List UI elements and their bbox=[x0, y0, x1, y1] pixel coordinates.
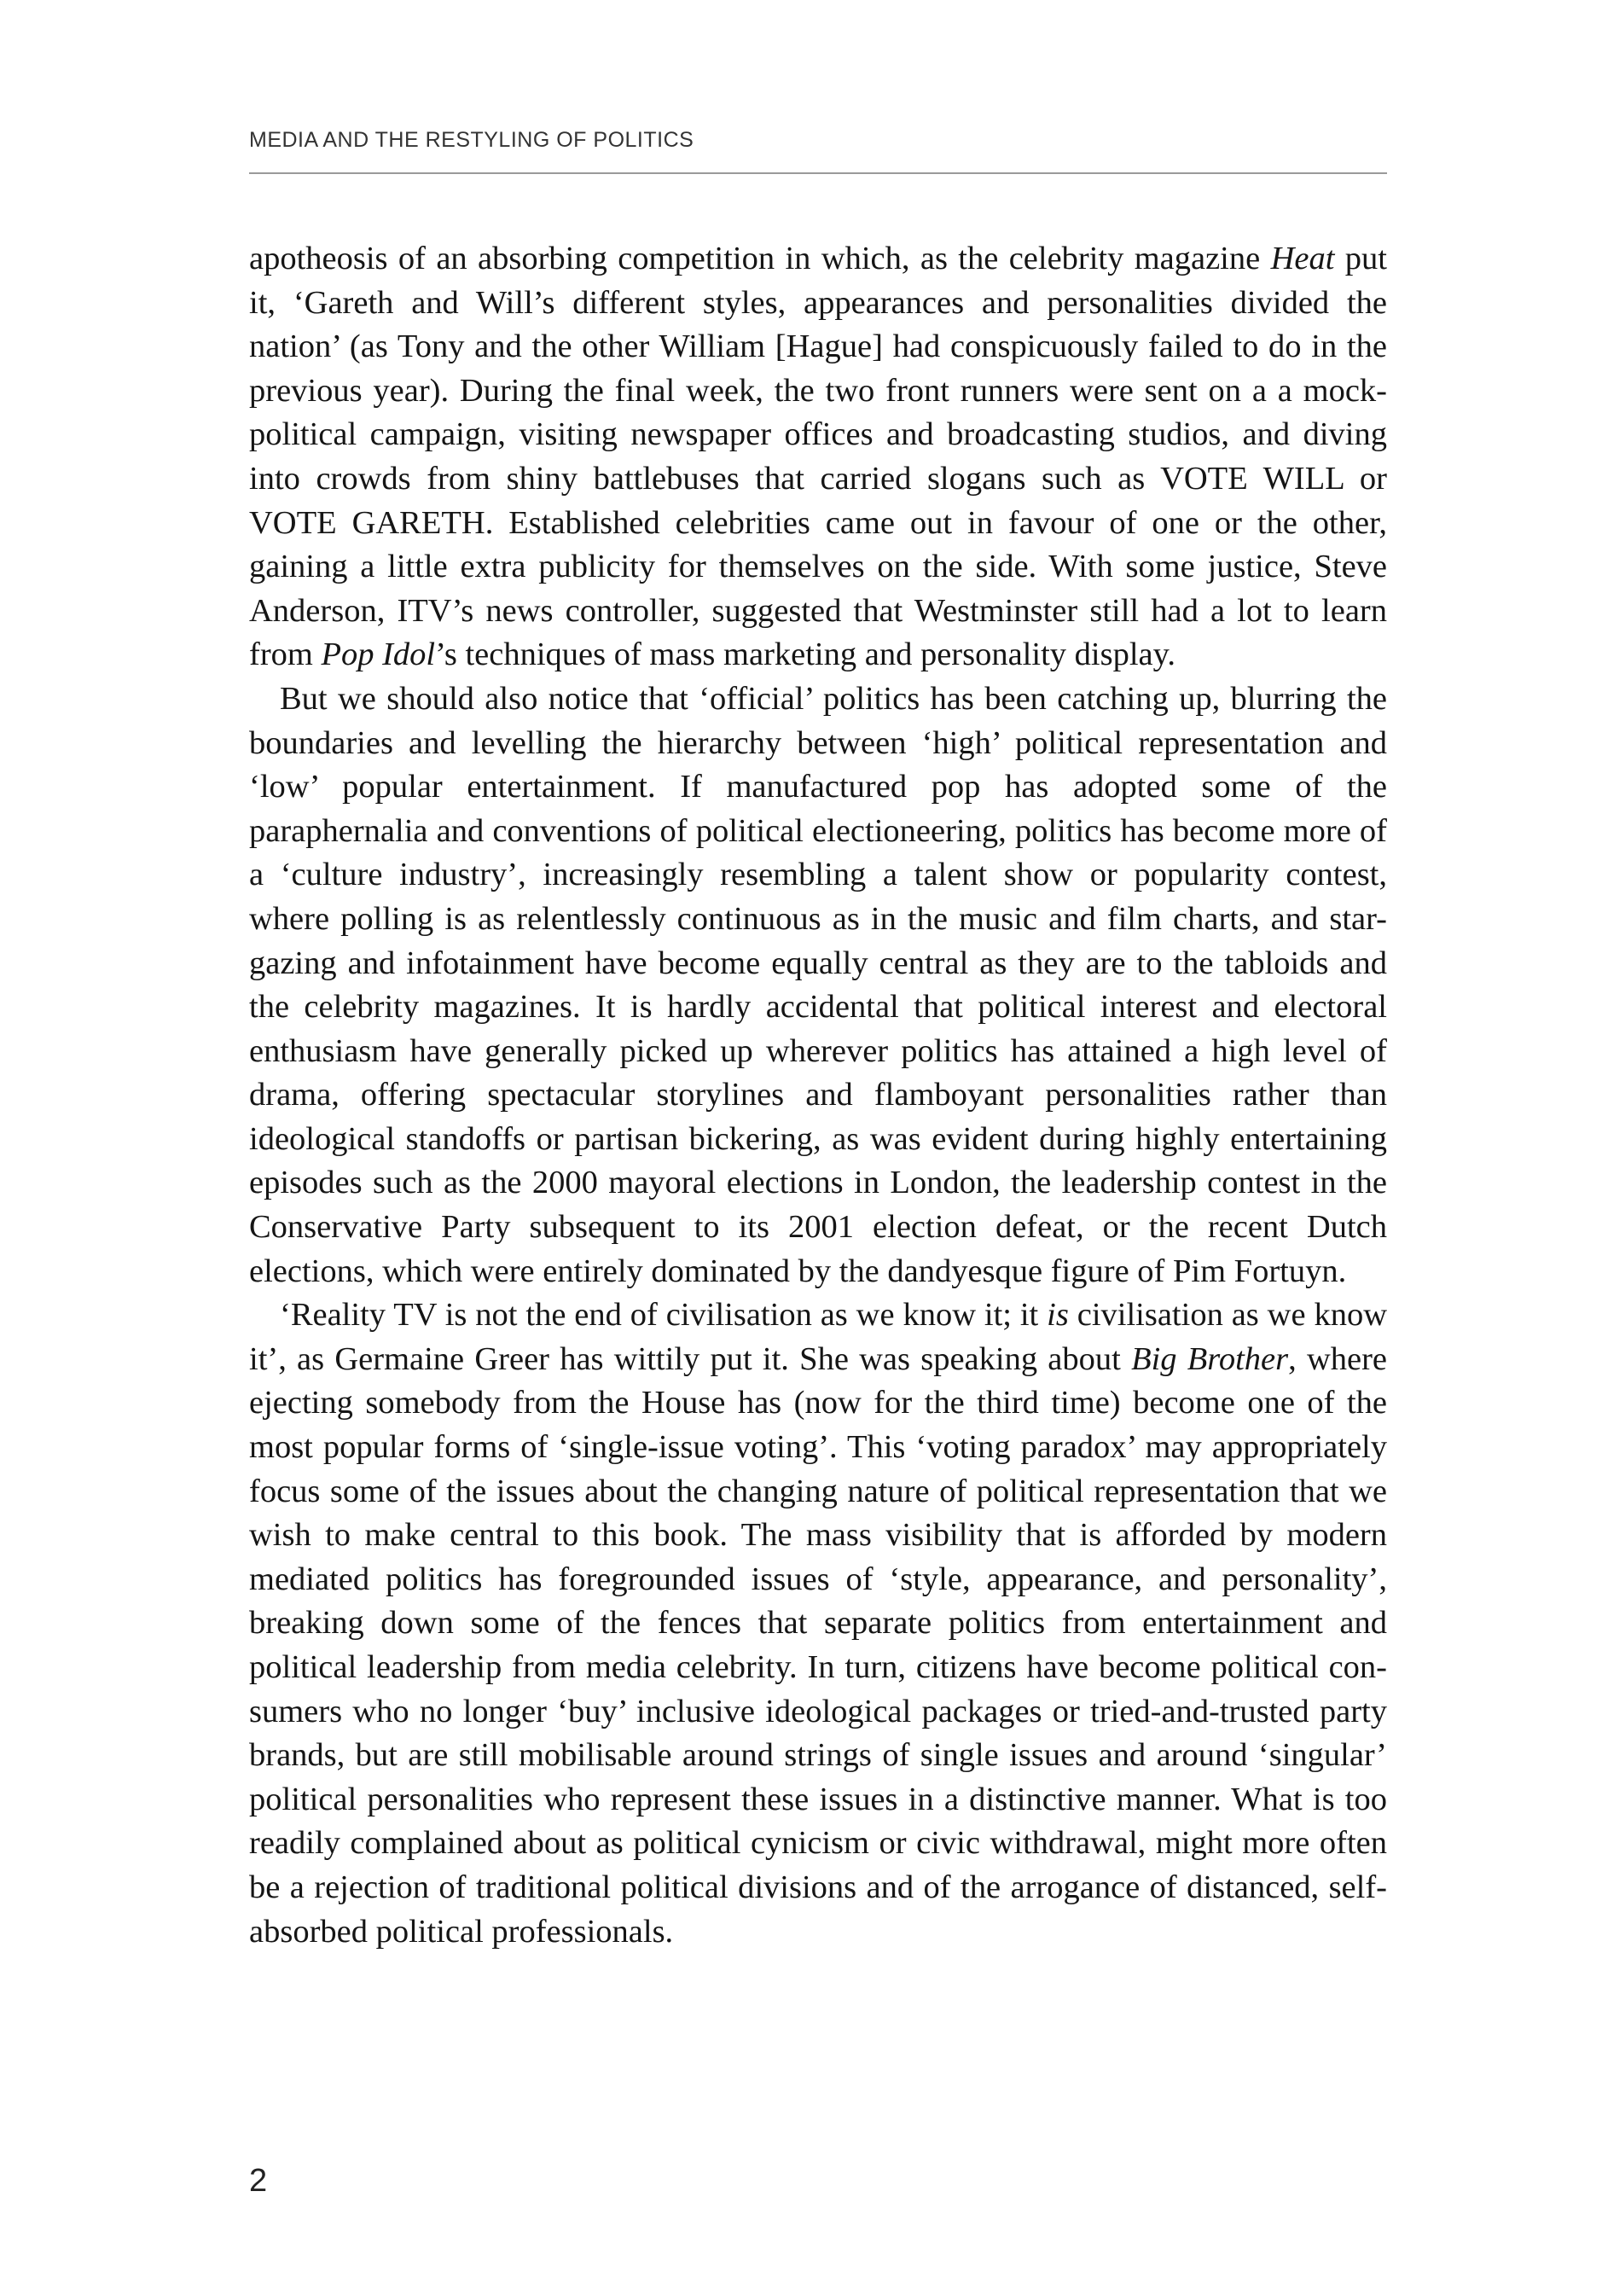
italic-run: is bbox=[1047, 1297, 1069, 1334]
body-text bbox=[249, 237, 1387, 1954]
paragraph-1 bbox=[249, 237, 1387, 677]
header-rule bbox=[249, 172, 1387, 174]
page-number: 2 bbox=[249, 2163, 268, 2199]
italic-run: Big Brother bbox=[1131, 1340, 1289, 1377]
paragraph-3 bbox=[249, 1293, 1387, 1954]
text-run: But we should also notice that ‘official’ politics has been catching up, blurring the boundaries and levelling the hierarchy between ‘high’ political representation and ‘low’ popular entertainment. If manufactured pop has adopted some of the paraphernalia and conventions of political electioneering, politics has become more of a ‘culture industry’, increasingly resembling a talent show or popularity contest, where polling is as relentlessly continuous as in the music and film charts, and star-gazing and infotainment have become equally central as they are to the tabloids and the celebrity magazines. It is hardly accidental that political interest and electoral enthusiasm have generally picked up wherever politics has attained a high level of drama, offering spectacular storylines and flamboyant personalities rather than ideological standoffs or partisan bickering, as was evident during highly entertaining episodes such as the 2000 mayoral elections in London, the leadership contest in the Conservative Party subsequent to its 2001 election defeat, or the recent Dutch elections, which were entirely dominated by the dandyesque figure of Pim Fortuyn. bbox=[249, 680, 1387, 1289]
italic-run: Heat bbox=[1270, 241, 1335, 276]
italic-run: Pop Idol bbox=[321, 636, 436, 673]
text-run: put it, ‘Gareth and Will’s different styles, appearances and personalities divided the nation’ (as Tony and the other William [Hague] had conspicuously failed to do in the previous year). During the final week, the two front runners were sent on a a mock-political campaign, visiting newspaper offices and broadcasting studios, and diving into crowds from shiny battlebuses that carried slogans such as VOTE WILL or VOTE GARETH. Established celebrities came out in favour of one or the other, gaining a little extra publicity for themselves on the side. With some justice, Steve Anderson, ITV’s news controller, suggested that Westminster still had a lot to learn from bbox=[249, 241, 1387, 673]
running-head: MEDIA AND THE RESTYLING OF POLITICS bbox=[249, 128, 694, 152]
text-run: , where ejecting somebody from the House has (now for the third time) become one of the most popular forms of ‘single-issue voting’. This ‘voting paradox’ may appropriately focus some of the issues about the changing nature of political representation that we wish to make central to this book. The mass visibility that is afforded by modern mediated politics has foregrounded issues of ‘style, appearance, and personality’, breaking down some of the fences that separate politics from entertainment and political leadership from media celebrity. In turn, citizens have become political consumers who no longer ‘buy’ inclusive ideological packages or tried-and-trusted party brands, but are still mobilisable around strings of single issues and around ‘singular’ political personalities who represent these issues in a distinctive manner. What is too readily complained about as political cynicism or civic withdrawal, might more often be a rejection of traditional political divisions and of the arrogance of distanced, self-absorbed political professionals. bbox=[249, 1340, 1387, 1950]
paragraph-2 bbox=[249, 677, 1387, 1293]
text-run: apotheosis of an absorbing competition in which, as the celebrity magazine bbox=[249, 241, 1271, 276]
text-run: civilisation as we know it’, as Germaine Greer has wittily put it. She was speaking about bbox=[249, 1297, 1387, 1377]
text-run: ‘Reality TV is not the end of civilisation as we know it; it bbox=[280, 1297, 1048, 1334]
text-run: ’s techniques of mass marketing and personality display. bbox=[435, 636, 1175, 673]
